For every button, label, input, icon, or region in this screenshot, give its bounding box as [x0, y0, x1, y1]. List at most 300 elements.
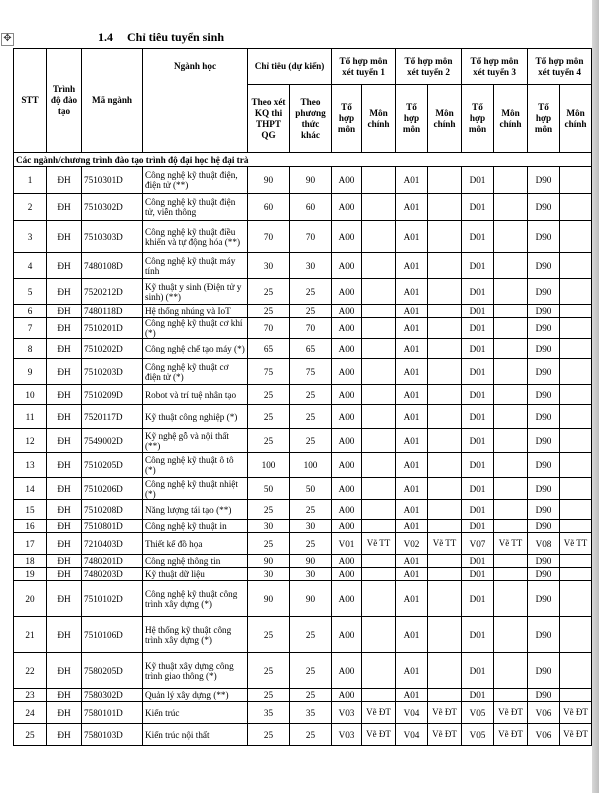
- row-combo-4: D90: [528, 318, 560, 339]
- row-quota-other: 70: [290, 221, 332, 253]
- row-level: ĐH: [47, 305, 82, 318]
- row-combo-4: D90: [528, 581, 560, 617]
- row-combo-4: D90: [528, 339, 560, 359]
- row-quota-other: 25: [290, 405, 332, 429]
- table-row: [14, 305, 592, 318]
- row-combo-4: D90: [528, 405, 560, 429]
- row-quota-exam: 25: [248, 385, 290, 405]
- row-stt: 4: [14, 253, 47, 279]
- row-level: ĐH: [47, 689, 82, 702]
- row-combo-2: A01: [396, 617, 428, 653]
- table-row: [14, 221, 592, 253]
- row-combo-1: A00: [332, 339, 362, 359]
- row-combo-3: D01: [462, 359, 494, 385]
- row-combo-3: D01: [462, 617, 494, 653]
- row-combo-1: V03: [332, 724, 362, 746]
- row-major-name: Kỹ thuật y sinh (Điện tử y sinh) (**): [143, 279, 248, 305]
- row-main-4: [560, 617, 592, 653]
- row-major-name: Công nghệ kỹ thuật máy tính: [143, 253, 248, 279]
- header-code: Mã ngành: [82, 49, 143, 153]
- row-stt: 13: [14, 453, 47, 478]
- row-main-3: Vẽ TT: [494, 533, 528, 555]
- row-quota-exam: 25: [248, 653, 290, 689]
- row-combo-1: A00: [332, 429, 362, 453]
- row-main-3: [494, 339, 528, 359]
- row-major-name: Công nghệ kỹ thuật cơ khí (*): [143, 318, 248, 339]
- row-level: ĐH: [47, 478, 82, 500]
- row-quota-exam: 25: [248, 405, 290, 429]
- header-quota-other: Theo phương thức khác: [290, 85, 332, 153]
- section-title: Các ngành/chương trình đào tạo trình độ đại học hệ đại trà: [14, 153, 592, 167]
- row-combo-2: A01: [396, 253, 428, 279]
- row-main-2: Vẽ ĐT: [428, 724, 462, 746]
- row-level: ĐH: [47, 279, 82, 305]
- row-level: ĐH: [47, 359, 82, 385]
- row-main-1: [362, 555, 396, 568]
- row-main-3: [494, 253, 528, 279]
- row-combo-1: A00: [332, 617, 362, 653]
- row-combo-1: A00: [332, 520, 362, 533]
- row-main-1: [362, 339, 396, 359]
- row-main-2: [428, 305, 462, 318]
- row-combo-1: A00: [332, 653, 362, 689]
- row-combo-4: D90: [528, 359, 560, 385]
- row-code: 7510209D: [82, 385, 143, 405]
- row-main-4: [560, 359, 592, 385]
- header-quota: Chỉ tiêu (dự kiến): [248, 49, 332, 85]
- row-combo-2: V02: [396, 533, 428, 555]
- row-main-1: [362, 194, 396, 221]
- row-combo-2: A01: [396, 385, 428, 405]
- row-quota-other: 90: [290, 581, 332, 617]
- row-combo-1: A00: [332, 221, 362, 253]
- row-quota-other: 25: [290, 653, 332, 689]
- row-quota-other: 75: [290, 359, 332, 385]
- row-major-name: Công nghệ kỹ thuật in: [143, 520, 248, 533]
- row-level: ĐH: [47, 453, 82, 478]
- row-main-2: [428, 478, 462, 500]
- row-code: 7510801D: [82, 520, 143, 533]
- row-combo-3: D01: [462, 581, 494, 617]
- row-main-4: [560, 453, 592, 478]
- row-code: 7510203D: [82, 359, 143, 385]
- row-combo-2: A01: [396, 194, 428, 221]
- row-quota-other: 35: [290, 702, 332, 724]
- row-combo-2: V04: [396, 702, 428, 724]
- row-code: 7510102D: [82, 581, 143, 617]
- row-main-2: Vẽ ĐT: [428, 702, 462, 724]
- row-main-4: [560, 555, 592, 568]
- header-level: Trình độ đào tạo: [47, 49, 82, 153]
- table-row: [14, 653, 592, 689]
- row-major-name: Kỹ nghệ gỗ và nội thất (**): [143, 429, 248, 453]
- row-main-4: [560, 478, 592, 500]
- row-level: ĐH: [47, 405, 82, 429]
- row-code: 7520212D: [82, 279, 143, 305]
- row-level: ĐH: [47, 533, 82, 555]
- row-combo-1: A00: [332, 453, 362, 478]
- row-major-name: Công nghệ kỹ thuật ô tô (*): [143, 453, 248, 478]
- row-combo-4: D90: [528, 555, 560, 568]
- row-combo-2: A01: [396, 405, 428, 429]
- row-quota-exam: 25: [248, 724, 290, 746]
- table-row: [14, 702, 592, 724]
- row-quota-other: 30: [290, 568, 332, 581]
- row-combo-1: A00: [332, 478, 362, 500]
- row-main-1: [362, 500, 396, 520]
- row-level: ĐH: [47, 318, 82, 339]
- row-combo-3: D01: [462, 167, 494, 194]
- table-row: [14, 253, 592, 279]
- row-quota-other: 100: [290, 453, 332, 478]
- row-stt: 9: [14, 359, 47, 385]
- row-main-3: [494, 568, 528, 581]
- row-combo-4: D90: [528, 520, 560, 533]
- row-combo-3: D01: [462, 520, 494, 533]
- table-row: [14, 500, 592, 520]
- row-level: ĐH: [47, 194, 82, 221]
- row-quota-exam: 90: [248, 581, 290, 617]
- row-combo-4: D90: [528, 194, 560, 221]
- row-major-name: Kỹ thuật công nghiệp (*): [143, 405, 248, 429]
- page-edge: [592, 0, 599, 793]
- row-main-2: [428, 405, 462, 429]
- row-quota-exam: 25: [248, 279, 290, 305]
- row-combo-4: D90: [528, 385, 560, 405]
- row-combo-2: A01: [396, 221, 428, 253]
- row-combo-1: A00: [332, 555, 362, 568]
- row-quota-exam: 70: [248, 318, 290, 339]
- row-quota-other: 25: [290, 500, 332, 520]
- row-combo-1: V01: [332, 533, 362, 555]
- row-main-4: [560, 429, 592, 453]
- row-quota-other: 70: [290, 318, 332, 339]
- heading-title: Chỉ tiêu tuyển sinh: [127, 30, 225, 44]
- row-major-name: Công nghệ thông tin: [143, 555, 248, 568]
- table-row: [14, 385, 592, 405]
- row-major-name: Công nghệ kỹ thuật nhiệt (*): [143, 478, 248, 500]
- row-quota-exam: 50: [248, 478, 290, 500]
- admission-quota-table: [13, 48, 592, 746]
- row-combo-2: A01: [396, 653, 428, 689]
- row-quota-exam: 60: [248, 194, 290, 221]
- row-stt: 16: [14, 520, 47, 533]
- row-stt: 11: [14, 405, 47, 429]
- row-quota-other: 25: [290, 617, 332, 653]
- row-code: 7210403D: [82, 533, 143, 555]
- row-quota-other: 25: [290, 429, 332, 453]
- row-combo-3: D01: [462, 279, 494, 305]
- row-level: ĐH: [47, 520, 82, 533]
- row-main-4: Vẽ ĐT: [560, 724, 592, 746]
- row-level: ĐH: [47, 429, 82, 453]
- row-stt: 7: [14, 318, 47, 339]
- row-main-1: [362, 581, 396, 617]
- row-major-name: Công nghệ chế tạo máy (*): [143, 339, 248, 359]
- row-main-1: [362, 689, 396, 702]
- row-combo-3: D01: [462, 221, 494, 253]
- row-main-1: [362, 359, 396, 385]
- row-main-3: [494, 318, 528, 339]
- row-code: 7480118D: [82, 305, 143, 318]
- row-quota-exam: 75: [248, 359, 290, 385]
- row-combo-3: D01: [462, 405, 494, 429]
- row-combo-1: A00: [332, 253, 362, 279]
- row-code: 7510208D: [82, 500, 143, 520]
- row-stt: 21: [14, 617, 47, 653]
- table-row: [14, 429, 592, 453]
- header-stt: STT: [14, 49, 47, 153]
- row-main-4: [560, 385, 592, 405]
- row-level: ĐH: [47, 221, 82, 253]
- row-quota-exam: 25: [248, 429, 290, 453]
- header-combo-sub: Tổ hợp môn: [396, 85, 428, 153]
- row-combo-1: A00: [332, 385, 362, 405]
- row-main-4: [560, 221, 592, 253]
- row-quota-exam: 25: [248, 617, 290, 653]
- row-main-1: [362, 405, 396, 429]
- row-major-name: Công nghệ kỹ thuật điện tử, viễn thông: [143, 194, 248, 221]
- table-move-handle-icon[interactable]: ✥: [1, 33, 14, 46]
- row-combo-3: D01: [462, 194, 494, 221]
- row-main-1: [362, 279, 396, 305]
- row-combo-4: D90: [528, 305, 560, 318]
- row-quota-exam: 25: [248, 533, 290, 555]
- row-main-1: [362, 617, 396, 653]
- row-main-3: [494, 194, 528, 221]
- row-quota-other: 25: [290, 279, 332, 305]
- row-quota-other: 50: [290, 478, 332, 500]
- row-quota-other: 25: [290, 305, 332, 318]
- row-main-1: [362, 253, 396, 279]
- header-main-sub: Môn chính: [494, 85, 528, 153]
- table-row: [14, 453, 592, 478]
- row-combo-2: A01: [396, 429, 428, 453]
- row-stt: 8: [14, 339, 47, 359]
- row-combo-1: A00: [332, 279, 362, 305]
- row-main-3: Vẽ ĐT: [494, 724, 528, 746]
- row-quota-exam: 90: [248, 167, 290, 194]
- row-combo-3: V05: [462, 724, 494, 746]
- row-main-4: [560, 653, 592, 689]
- row-combo-3: D01: [462, 305, 494, 318]
- row-combo-3: V07: [462, 533, 494, 555]
- row-main-3: [494, 305, 528, 318]
- row-main-2: [428, 617, 462, 653]
- header-major: Ngành học: [143, 49, 248, 153]
- row-main-3: [494, 500, 528, 520]
- row-stt: 6: [14, 305, 47, 318]
- row-code: 7520117D: [82, 405, 143, 429]
- row-combo-2: A01: [396, 689, 428, 702]
- row-main-3: Vẽ ĐT: [494, 702, 528, 724]
- row-combo-3: D01: [462, 318, 494, 339]
- row-main-1: [362, 568, 396, 581]
- row-main-3: [494, 478, 528, 500]
- row-main-2: [428, 568, 462, 581]
- row-stt: 10: [14, 385, 47, 405]
- row-combo-3: D01: [462, 568, 494, 581]
- header-combo-4: Tổ hợp môn xét tuyển 4: [528, 49, 592, 85]
- row-main-2: [428, 339, 462, 359]
- row-major-name: Kỹ thuật dữ liệu: [143, 568, 248, 581]
- row-combo-1: A00: [332, 167, 362, 194]
- row-quota-other: 25: [290, 533, 332, 555]
- row-quota-exam: 25: [248, 500, 290, 520]
- row-level: ĐH: [47, 724, 82, 746]
- row-code: 7580302D: [82, 689, 143, 702]
- row-combo-4: D90: [528, 617, 560, 653]
- row-main-1: [362, 167, 396, 194]
- row-combo-4: V08: [528, 533, 560, 555]
- row-quota-exam: 30: [248, 520, 290, 533]
- row-stt: 18: [14, 555, 47, 568]
- row-combo-3: D01: [462, 429, 494, 453]
- row-combo-4: D90: [528, 429, 560, 453]
- row-combo-2: A01: [396, 478, 428, 500]
- row-combo-4: D90: [528, 221, 560, 253]
- row-main-1: [362, 318, 396, 339]
- row-quota-other: 25: [290, 385, 332, 405]
- row-combo-4: D90: [528, 279, 560, 305]
- header-combo-2: Tổ hợp môn xét tuyển 2: [396, 49, 462, 85]
- row-main-3: [494, 555, 528, 568]
- row-stt: 23: [14, 689, 47, 702]
- table-row: [14, 617, 592, 653]
- row-main-2: [428, 385, 462, 405]
- row-level: ĐH: [47, 500, 82, 520]
- header-combo-sub: Tổ hợp môn: [462, 85, 494, 153]
- row-quota-exam: 35: [248, 702, 290, 724]
- header-combo-1: Tổ hợp môn xét tuyển 1: [332, 49, 396, 85]
- heading-number: 1.4: [98, 30, 113, 44]
- row-quota-exam: 90: [248, 555, 290, 568]
- header-main-sub: Môn chính: [362, 85, 396, 153]
- row-stt: 5: [14, 279, 47, 305]
- row-stt: 1: [14, 167, 47, 194]
- row-main-1: [362, 520, 396, 533]
- row-stt: 17: [14, 533, 47, 555]
- table-row: [14, 339, 592, 359]
- row-stt: 15: [14, 500, 47, 520]
- row-combo-1: A00: [332, 305, 362, 318]
- row-code: 7510106D: [82, 617, 143, 653]
- row-quota-exam: 30: [248, 568, 290, 581]
- row-quota-exam: 25: [248, 689, 290, 702]
- table-row: [14, 568, 592, 581]
- table-row: [14, 724, 592, 746]
- row-main-1: [362, 305, 396, 318]
- row-main-2: [428, 194, 462, 221]
- row-main-4: [560, 405, 592, 429]
- row-main-1: [362, 653, 396, 689]
- row-main-2: [428, 653, 462, 689]
- row-combo-1: A00: [332, 500, 362, 520]
- row-major-name: Năng lượng tái tạo (**): [143, 500, 248, 520]
- row-main-3: [494, 453, 528, 478]
- row-stt: 22: [14, 653, 47, 689]
- row-main-2: [428, 279, 462, 305]
- row-combo-2: A01: [396, 279, 428, 305]
- row-combo-2: A01: [396, 359, 428, 385]
- row-main-2: [428, 253, 462, 279]
- row-main-3: [494, 653, 528, 689]
- row-main-2: [428, 500, 462, 520]
- row-major-name: Kiến trúc nội thất: [143, 724, 248, 746]
- row-main-4: [560, 194, 592, 221]
- row-quota-exam: 65: [248, 339, 290, 359]
- row-main-3: [494, 429, 528, 453]
- row-major-name: Công nghệ kỹ thuật điện, điện tử (**): [143, 167, 248, 194]
- row-combo-4: D90: [528, 568, 560, 581]
- table-row: [14, 533, 592, 555]
- row-level: ĐH: [47, 702, 82, 724]
- row-major-name: Công nghệ kỹ thuật công trình xây dựng (*): [143, 581, 248, 617]
- row-stt: 12: [14, 429, 47, 453]
- row-combo-3: D01: [462, 500, 494, 520]
- row-combo-3: D01: [462, 478, 494, 500]
- row-main-2: Vẽ TT: [428, 533, 462, 555]
- row-main-1: Vẽ ĐT: [362, 702, 396, 724]
- row-main-4: Vẽ TT: [560, 533, 592, 555]
- row-main-4: [560, 253, 592, 279]
- row-code: 7510302D: [82, 194, 143, 221]
- row-main-2: [428, 359, 462, 385]
- row-main-2: [428, 221, 462, 253]
- row-major-name: Robot và trí tuệ nhân tạo: [143, 385, 248, 405]
- row-main-4: [560, 581, 592, 617]
- row-quota-exam: 25: [248, 305, 290, 318]
- row-main-3: [494, 689, 528, 702]
- row-stt: 24: [14, 702, 47, 724]
- row-quota-other: 30: [290, 520, 332, 533]
- row-combo-2: A01: [396, 568, 428, 581]
- row-combo-2: V04: [396, 724, 428, 746]
- row-combo-4: D90: [528, 167, 560, 194]
- row-combo-2: A01: [396, 318, 428, 339]
- row-combo-3: D01: [462, 653, 494, 689]
- row-combo-3: D01: [462, 385, 494, 405]
- table-row: [14, 520, 592, 533]
- table-row: [14, 478, 592, 500]
- row-combo-1: A00: [332, 318, 362, 339]
- table-row: [14, 194, 592, 221]
- row-code: 7510201D: [82, 318, 143, 339]
- header-combo-3: Tổ hợp môn xét tuyển 3: [462, 49, 528, 85]
- table-row: [14, 318, 592, 339]
- row-combo-3: D01: [462, 689, 494, 702]
- row-combo-3: D01: [462, 253, 494, 279]
- row-code: 7480203D: [82, 568, 143, 581]
- row-quota-other: 60: [290, 194, 332, 221]
- header-combo-sub: Tổ hợp môn: [528, 85, 560, 153]
- row-combo-4: D90: [528, 689, 560, 702]
- row-level: ĐH: [47, 339, 82, 359]
- header-quota-exam: Theo xét KQ thi THPT QG: [248, 85, 290, 153]
- row-combo-1: A00: [332, 405, 362, 429]
- table-row: [14, 405, 592, 429]
- row-main-3: [494, 221, 528, 253]
- row-main-4: [560, 568, 592, 581]
- row-combo-2: A01: [396, 453, 428, 478]
- row-quota-other: 90: [290, 167, 332, 194]
- row-combo-1: A00: [332, 581, 362, 617]
- row-main-4: [560, 500, 592, 520]
- row-stt: 25: [14, 724, 47, 746]
- row-combo-3: D01: [462, 555, 494, 568]
- row-quota-exam: 70: [248, 221, 290, 253]
- row-main-4: [560, 689, 592, 702]
